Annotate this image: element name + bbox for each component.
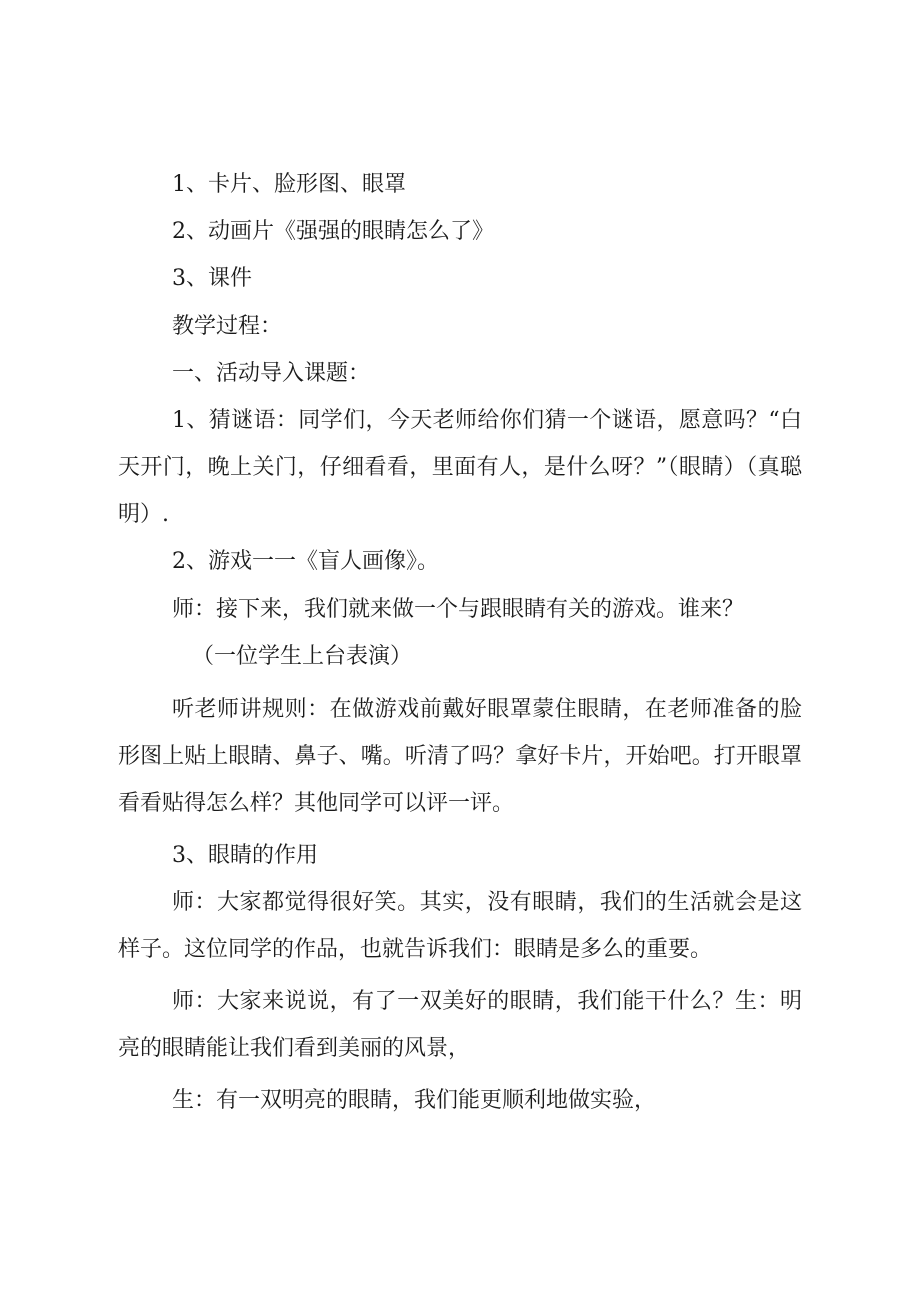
paragraph-teacher-prompt: 师：接下来，我们就来做一个与跟眼睛有关的游戏。谁来？ — [172, 597, 745, 622]
paragraph-eye-function-heading: 3、眼睛的作用 — [172, 843, 318, 868]
paragraph-teacher-comment: 师：大家都觉得很好笑。其实，没有眼睛，我们的生活就会是这样子。这位同学的作品，也就告诉我们：眼睛是多么的重要。 — [118, 890, 802, 962]
material-item-1: 1、卡片、脸形图、眼罩 — [172, 172, 406, 197]
paragraph-riddle: 1、猜谜语：同学们，今天老师给你们猜一个谜语，愿意吗？“白天开门，晚上关门，仔细看看，里面有人，是什么呀？”（眼睛）（真聪明）. — [118, 408, 802, 527]
paragraph-rules: 听老师讲规则：在做游戏前戴好眼罩蒙住眼睛，在老师准备的脸形图上贴上眼睛、鼻子、嘴。听清了吗？拿好卡片，开始吧。打开眼罩看看贴得怎么样？其他同学可以评一评。 — [118, 697, 802, 816]
paragraph-discussion: 师：大家来说说，有了一双美好的眼睛，我们能干什么？生：明亮的眼睛能让我们看到美丽的风景， — [118, 989, 802, 1061]
material-item-2: 2、动画片《强强的眼睛怎么了》 — [172, 219, 494, 244]
section-heading-process: 教学过程： — [172, 314, 283, 339]
paragraph-student-answer: 生：有一双明亮的眼睛，我们能更顺利地做实验， — [172, 1088, 657, 1113]
paragraph-stage-note: （一位学生上台表演） — [192, 644, 413, 669]
section-heading-intro: 一、活动导入课题： — [172, 361, 371, 386]
material-item-3: 3、课件 — [172, 266, 252, 291]
paragraph-game-title: 2、游戏一一《盲人画像》。 — [172, 549, 439, 574]
